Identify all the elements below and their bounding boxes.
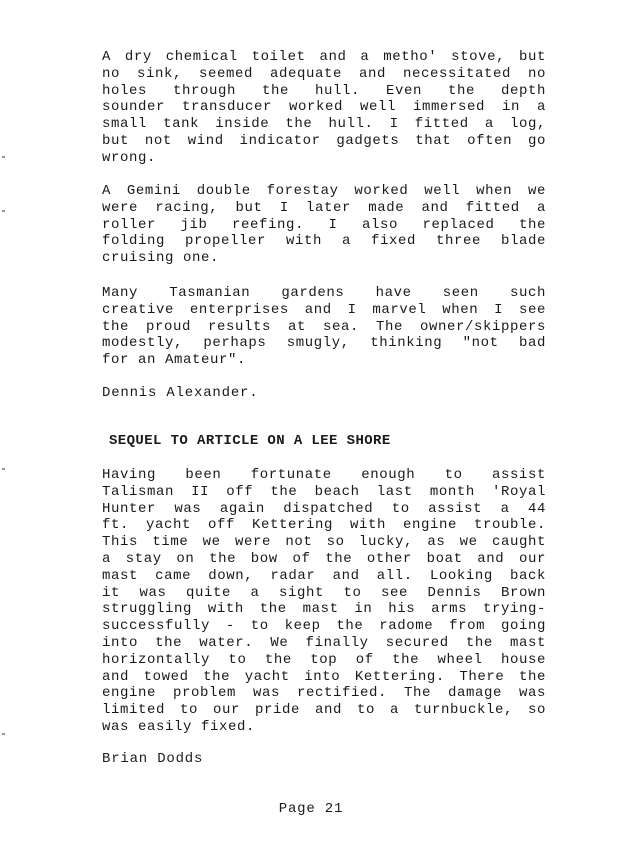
text-line: Having been fortunate enough to assist — [102, 467, 546, 483]
text-line: a stay on the bow of the other boat and our — [102, 550, 546, 567]
text-line: for an Amateur". — [102, 352, 247, 369]
text-line: was easily fixed. — [102, 718, 256, 735]
text-line: A Gemini double forestay worked well when we — [102, 183, 546, 199]
text-line: Talisman II off the beach last month 'Royal — [102, 483, 546, 500]
text-line: A dry chemical toilet and a metho' stove, but — [102, 49, 546, 65]
paragraph-tasmanian-gardens — [102, 285, 546, 369]
signature-brian-dodds: Brian Dodds — [102, 751, 204, 767]
text-line: small tank inside the hull. I fitted a log, — [102, 116, 546, 133]
text-line: the proud results at sea. The owner/skippers — [102, 318, 546, 335]
scan-speck — [2, 210, 5, 212]
signature-dennis-alexander: Dennis Alexander. — [102, 385, 259, 401]
text-line: it was quite a sight to see Dennis Brown — [102, 584, 546, 601]
text-line: mast came down, radar and all. Looking back — [102, 567, 546, 584]
text-line: wrong. — [102, 149, 157, 166]
text-line: holes through the hull. Even the depth — [102, 82, 546, 99]
text-line: creative enterprises and I marvel when I see — [102, 301, 546, 318]
scan-speck — [2, 733, 5, 735]
article-body — [102, 467, 546, 736]
text-line: were racing, but I later made and fitted a — [102, 199, 546, 216]
paragraph-toilet-stove — [102, 49, 546, 167]
text-line: struggling with the mast in his arms trying- — [102, 601, 546, 618]
page-number: Page 21 — [278, 801, 344, 817]
text-line: modestly, perhaps smugly, thinking "not bad — [102, 335, 546, 352]
text-line: cruising one. — [102, 250, 220, 267]
text-line: Hunter was again dispatched to assist a 44 — [102, 500, 546, 517]
text-line: no sink, seemed adequate and necessitated no — [102, 65, 546, 82]
text-line: engine problem was rectified. The damage was — [102, 685, 546, 702]
text-line: ft. yacht off Kettering with engine trouble. — [102, 517, 546, 534]
text-line: This time we were not so lucky, as we caught — [102, 534, 546, 551]
text-line: folding propeller with a fixed three blade — [102, 233, 546, 250]
text-line: Many Tasmanian gardens have seen such — [102, 285, 546, 301]
text-line: into the water. We finally secured the mast — [102, 634, 546, 651]
scan-speck — [2, 468, 5, 470]
text-line: successfully - to keep the radome from going — [102, 618, 546, 635]
text-line: horizontally to the top of the wheel house — [102, 651, 546, 668]
article-heading: SEQUEL TO ARTICLE ON A LEE SHORE — [109, 433, 391, 449]
text-line: limited to our pride and to a turnbuckle, so — [102, 702, 546, 719]
text-line: roller jib reefing. I also replaced the — [102, 216, 546, 233]
paragraph-forestay — [102, 183, 546, 267]
text-line: sounder transducer worked well immersed in a — [102, 99, 546, 116]
scan-speck — [2, 156, 5, 158]
text-line: and towed the yacht into Kettering. There the — [102, 668, 546, 685]
text-line: but not wind indicator gadgets that often go — [102, 132, 546, 149]
